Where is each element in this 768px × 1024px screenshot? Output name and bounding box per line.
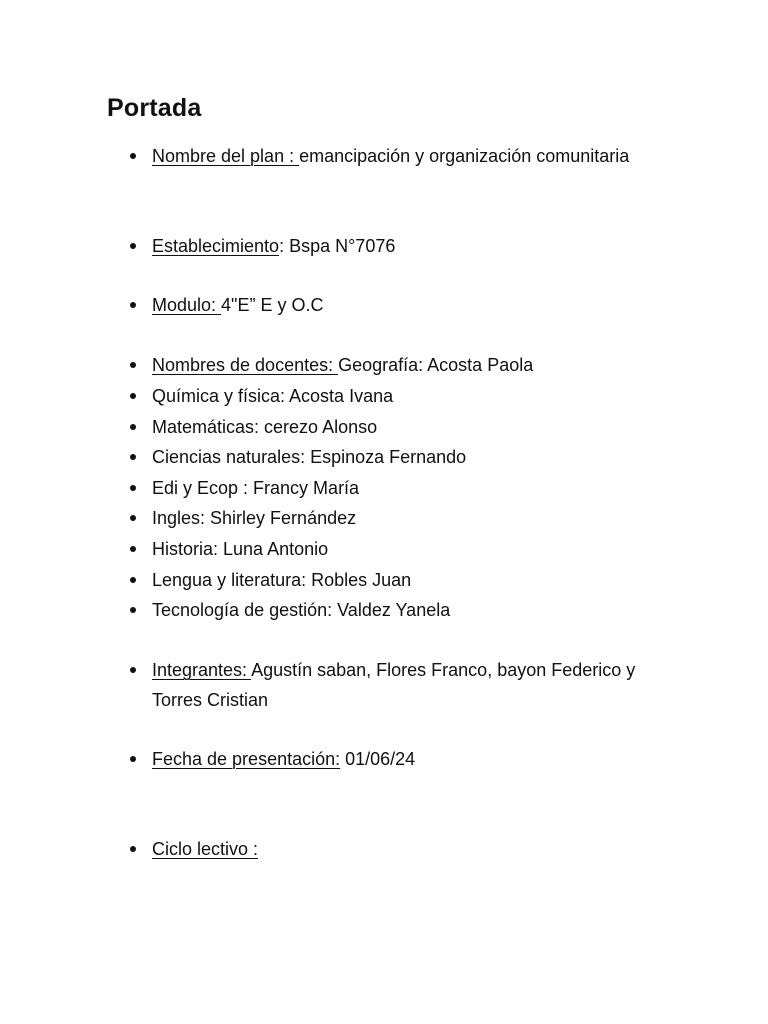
bullet-icon: [130, 607, 136, 613]
list-item-modulo: [152, 290, 662, 320]
docente-text: Ciencias naturales: Espinoza Fernando: [152, 447, 467, 467]
bullet-icon: [130, 546, 136, 552]
bullet-icon: [130, 302, 136, 308]
list-item-ciclo: [152, 834, 662, 864]
modulo-value: 4"E” E y O.C: [221, 295, 324, 315]
bullet-icon: [130, 667, 136, 673]
list-item-docente: [152, 381, 662, 411]
establecimiento-value: : Bspa N°7076: [279, 236, 396, 256]
list-item-establecimiento: [152, 231, 662, 261]
docente-text: Edi y Ecop : Francy María: [152, 478, 360, 498]
docente-text: Tecnología de gestión: Valdez Yanela: [152, 600, 451, 620]
integrantes-label: Integrantes:: [152, 660, 252, 680]
bullet-icon: [130, 577, 136, 583]
bullet-icon: [130, 515, 136, 521]
docente-text: Lengua y literatura: Robles Juan: [152, 570, 412, 590]
bullet-icon: [130, 485, 136, 491]
list-item-docente: [152, 565, 662, 595]
bullet-icon: [130, 756, 136, 762]
list-item-docente: [152, 503, 662, 533]
ciclo-label: Ciclo lectivo :: [152, 839, 259, 859]
page-title: Portada: [107, 94, 202, 122]
list-item-docentes: [152, 350, 662, 380]
docente-text: Matemáticas: cerezo Alonso: [152, 417, 378, 437]
list-item-docente: [152, 534, 662, 564]
list-item-fecha: [152, 744, 662, 774]
bullet-icon: [130, 454, 136, 460]
docente-text: Ingles: Shirley Fernández: [152, 508, 357, 528]
bullet-icon: [130, 362, 136, 368]
establecimiento-label: Establecimiento: [152, 236, 280, 256]
list-item-docente: [152, 442, 662, 472]
fecha-value: 01/06/24: [340, 749, 416, 769]
list-item-integrantes: [152, 655, 662, 715]
list-item-docente: [152, 473, 662, 503]
docentes-value: Geografía: Acosta Paola: [338, 355, 534, 375]
list-item-plan: [152, 141, 662, 171]
list-item-docente: [152, 412, 662, 442]
modulo-label: Modulo:: [152, 295, 222, 315]
plan-value: emancipación y organización comunitaria: [299, 146, 630, 166]
fecha-label: Fecha de presentación:: [152, 749, 341, 769]
bullet-icon: [130, 846, 136, 852]
list-item-docente: [152, 595, 662, 625]
docentes-label: Nombres de docentes:: [152, 355, 339, 375]
bullet-icon: [130, 243, 136, 249]
bullet-icon: [130, 393, 136, 399]
docente-text: Química y física: Acosta Ivana: [152, 386, 394, 406]
plan-label: Nombre del plan :: [152, 146, 300, 166]
integrantes-value: Agustín saban, Flores Franco, bayon Federico y Torres Cristian: [152, 660, 640, 710]
docente-text: Historia: Luna Antonio: [152, 539, 329, 559]
bullet-icon: [130, 153, 136, 159]
bullet-icon: [130, 424, 136, 430]
